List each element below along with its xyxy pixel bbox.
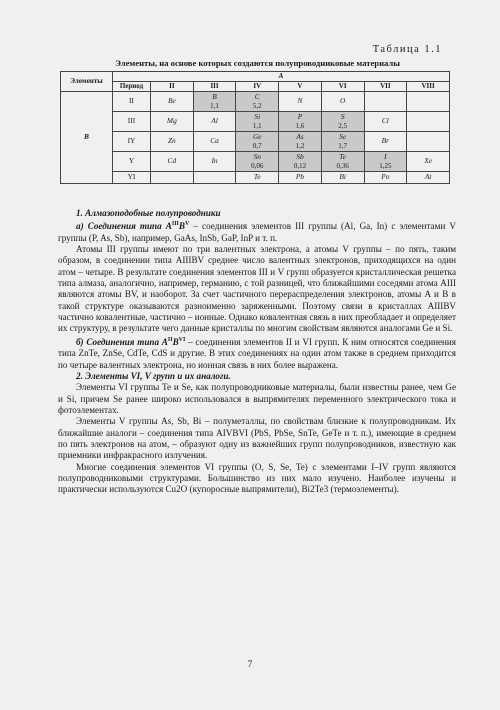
section-heading-1: 1. Алмазоподобные полупроводники	[76, 208, 221, 218]
header-elements: Элементы	[61, 72, 113, 92]
element-cell	[236, 152, 279, 172]
element-cell	[364, 112, 407, 132]
group-header: IV	[236, 82, 279, 92]
element-cell	[236, 92, 279, 112]
group-header: VIII	[407, 82, 450, 92]
element-cell	[279, 112, 322, 132]
element-symbol: Zn	[167, 136, 176, 146]
element-symbol: Br	[381, 136, 390, 146]
page-number: 7	[247, 660, 253, 670]
band-gap-value: 1,25	[379, 161, 392, 170]
element-symbol: S	[340, 112, 345, 122]
element-symbol: Mg	[166, 116, 177, 126]
paragraph-6: Многие соединения элементов VI группы (O, S, Se, Te) с элементами I–IV групп являются полупроводниковыми структурами. Большинство из них мало изучено. Наиболее изучены и практически используются Cu2O (купоросные выпрямители), Bi2Te3 (термоэлементы).	[58, 461, 456, 495]
element-cell	[193, 132, 236, 152]
element-symbol: C	[254, 92, 260, 102]
element-symbol: Be	[167, 96, 176, 106]
paragraph-a: а) Соединения типа $A^{III}B^V$ – соединения элементов III группы (Al, Ga, In) с элементами V группы (P, As, Sb), например, GaAs, InSb, GaP, InP и т. п.	[58, 221, 456, 243]
element-cell	[407, 112, 450, 132]
table-title: Элементы, на основе которых создаются полупроводниковые материалы	[115, 58, 400, 68]
band-gap-value: 0,7	[252, 141, 262, 150]
group-header: III	[193, 82, 236, 92]
paragraph-4: Элементы VI группы Te и Se, как полупроводниковые материалы, были известны ранее, чем Ge и Si, причем Se ранее широко использовался в выпрямителях переменного электрического тока и фотоэлементах.	[58, 382, 456, 415]
paragraph-5: Элементы V группы As, Sb, Bi – полуметаллы, по свойствам близкие к полупроводникам. Их ближайшие аналоги – соединения типа AIVBVI (PbS, PbSe, SnTe, GeTe и т. п.), имеющие в среднем по пять электронов на атом, – образуют одну из важнейших групп полупроводников, известную как приемники инфракрасного излучения.	[58, 416, 456, 461]
element-cell	[151, 132, 194, 152]
band-gap-value: 1,1	[252, 121, 262, 130]
paragraph-2: Атомы III группы имеют по три валентных электрона, а атомы V группы – по пять, таким образом, в соединении типа AIIIBV среднее число валентных электронов, приходящихся на один атом – четыре. В результате соединения элементов III и V групп образуется кристаллическая решетка типа алмаза, аналогично, например, германию, с той разницей, что ближайшими соседями атома AIII являются атомы BV, и наоборот. За счет частичного перераспределения электронов, атомы A и B в такой структуре оказываются разноименно заряженными. Поэтому связи в кристаллах AIIIBV частично ковалентные, частично – ионные. Однако ковалентная связь в них преобладает и определяет их структуру, в результате чего данные кристаллы по многим свойствам являются аналогами Ge и Si.	[58, 244, 456, 334]
element-cell	[321, 92, 364, 112]
band-gap-value: 1,6	[295, 121, 305, 130]
elements-table	[60, 71, 450, 184]
header-period: Период	[113, 82, 151, 92]
group-header: VI	[321, 82, 364, 92]
element-symbol: Al	[211, 116, 218, 126]
paragraph-b: б) Соединения типа $A^{II}B^{VI}$ – соединения элементов II и VI групп. К ним относятся соединения типа ZnTe, ZnSe, CdTe, CdS и другие. В этих соединениях на один атом также в среднем приходится по четыре валентных электрона, но ионная связь в них более выражена.	[58, 336, 456, 370]
group-header: VII	[364, 82, 407, 92]
element-symbol: Cd	[167, 156, 177, 166]
element-cell	[364, 132, 407, 152]
element-cell	[407, 132, 450, 152]
table-row	[61, 112, 450, 132]
period-cell: IY	[113, 132, 151, 152]
band-gap-value: 0,06	[251, 161, 264, 170]
element-symbol: B	[212, 92, 217, 102]
element-cell	[364, 172, 407, 184]
element-cell	[193, 152, 236, 172]
element-symbol: P	[297, 112, 303, 122]
element-symbol: Si	[254, 112, 261, 122]
element-cell	[193, 112, 236, 132]
header-a: A	[113, 72, 450, 82]
element-cell	[151, 172, 194, 184]
element-symbol: Sb	[296, 152, 304, 162]
element-cell	[193, 172, 236, 184]
element-cell	[364, 152, 407, 172]
band-gap-value: 1,1	[210, 101, 219, 110]
element-symbol: In	[211, 156, 218, 166]
body-text	[58, 208, 456, 496]
period-cell: III	[113, 112, 151, 132]
element-symbol: Ca	[210, 136, 219, 146]
table-row	[61, 172, 450, 184]
element-cell	[151, 152, 194, 172]
element-cell	[236, 132, 279, 152]
period-cell: YI	[113, 172, 151, 184]
group-header: II	[151, 82, 194, 92]
header-b: B	[61, 92, 113, 184]
element-symbol: Te	[253, 172, 261, 182]
element-symbol: Bi	[339, 172, 346, 182]
element-cell	[407, 92, 450, 112]
element-cell	[236, 112, 279, 132]
element-cell	[279, 172, 322, 184]
section-heading-2: 2. Элементы VI, V групп и их аналоги.	[76, 370, 231, 381]
element-cell	[193, 92, 236, 112]
element-cell	[279, 152, 322, 172]
element-cell	[279, 132, 322, 152]
element-cell	[321, 152, 364, 172]
element-symbol: Pb	[295, 172, 305, 182]
table-row	[61, 132, 450, 152]
table-row	[61, 92, 450, 112]
element-cell	[321, 112, 364, 132]
element-symbol: Ge	[252, 132, 262, 142]
element-symbol: Se	[339, 132, 347, 142]
group-header: V	[279, 82, 322, 92]
element-symbol: O	[339, 96, 346, 106]
element-symbol: I	[384, 152, 387, 162]
band-gap-value: 0,36	[336, 161, 349, 170]
table-row	[61, 152, 450, 172]
element-cell	[407, 152, 450, 172]
element-symbol: N	[297, 96, 303, 106]
element-cell	[151, 112, 194, 132]
element-symbol: Xe	[424, 156, 432, 166]
element-cell	[236, 172, 279, 184]
element-cell	[407, 172, 450, 184]
element-cell	[321, 172, 364, 184]
element-cell	[151, 92, 194, 112]
element-cell	[279, 92, 322, 112]
band-gap-value: 0,12	[293, 161, 307, 170]
element-symbol: Te	[339, 152, 347, 162]
element-symbol: Sn	[253, 152, 261, 162]
element-symbol: Po	[381, 172, 390, 182]
band-gap-value: 5,2	[252, 101, 262, 110]
band-gap-value: 1,2	[295, 141, 305, 150]
element-cell	[364, 92, 407, 112]
band-gap-value: 1,7	[338, 141, 348, 150]
element-symbol: As	[296, 132, 304, 142]
period-cell: II	[113, 92, 151, 112]
period-cell: Y	[113, 152, 151, 172]
element-symbol: Cl	[381, 116, 389, 126]
table-caption: Таблица 1.1	[372, 44, 442, 55]
band-gap-value: 2,5	[338, 121, 348, 130]
element-cell	[321, 132, 364, 152]
element-symbol: At	[424, 172, 432, 182]
